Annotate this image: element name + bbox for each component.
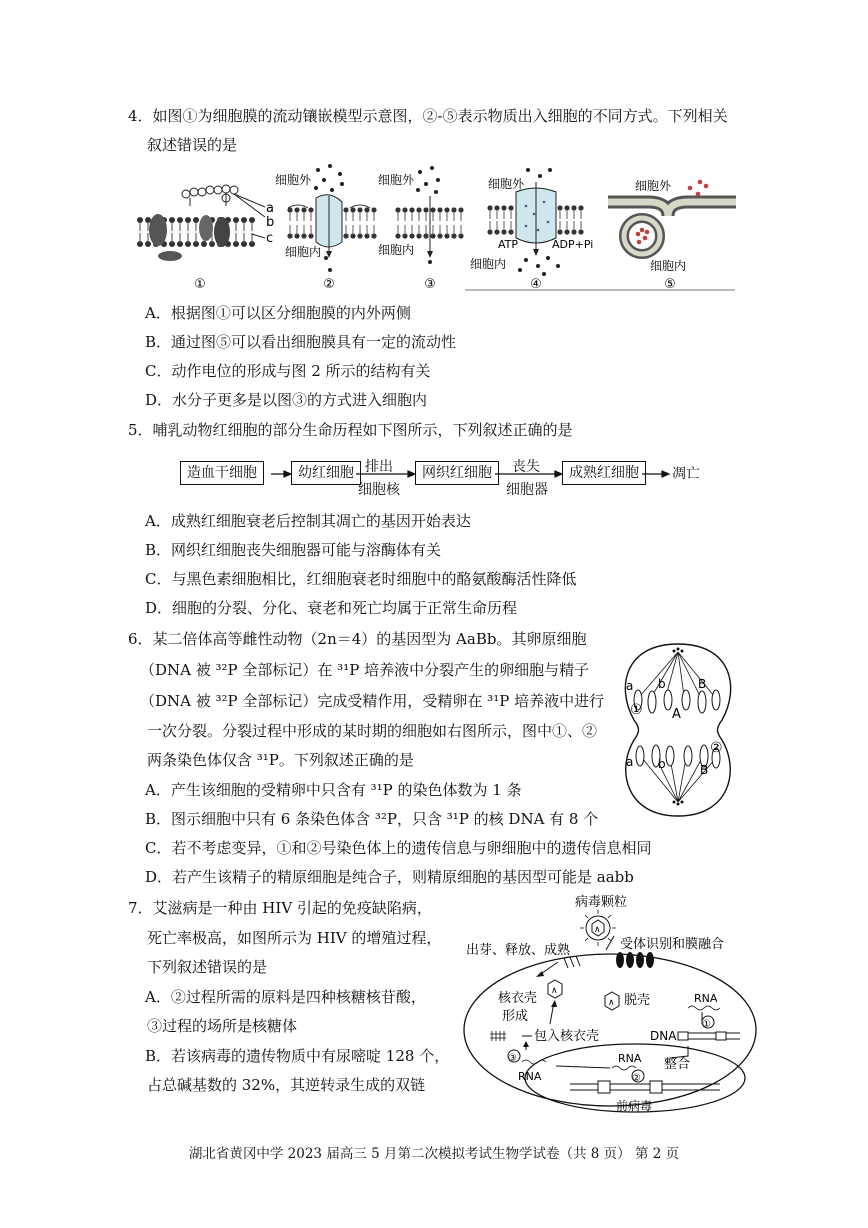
flow-box-hsc: 造血干细胞 bbox=[180, 461, 264, 485]
fusion-label: 受体识别和膜融合 bbox=[620, 937, 725, 952]
virus-core-glyph: ∧ bbox=[594, 925, 601, 935]
gene-a-bottom: a bbox=[626, 755, 634, 769]
gene-b-top: b bbox=[658, 677, 666, 691]
q5-option-b: B．网织红细胞丧失细胞器可能与溶酶体有关 bbox=[145, 541, 442, 559]
flow-step2-top: 丧失 bbox=[512, 459, 540, 475]
q5-option-c: C．与黑色素细胞相比，红细胞衰老时细胞中的酪氨酸酶活性降低 bbox=[145, 570, 577, 588]
p4-outside-label: 细胞外 bbox=[488, 177, 525, 191]
dividing-cell-figure bbox=[612, 638, 744, 820]
page-footer: 湖北省黄冈中学 2023 届高三 5 月第二次模拟考试生物学试卷（共 8 页） 第 2 页 bbox=[188, 1146, 680, 1162]
adp-label: ADP+Pi bbox=[552, 238, 594, 251]
label-c: c bbox=[266, 231, 274, 246]
flow-box-mature-rbc: 成熟红细胞 bbox=[562, 461, 646, 485]
q5-stem: 5．哺乳动物红细胞的部分生命历程如下图所示，下列叙述正确的是 bbox=[128, 421, 573, 439]
step-3-label: ③ bbox=[508, 1053, 517, 1064]
chromosome-1-label: ① bbox=[630, 702, 643, 718]
flow-step2-bottom: 细胞器 bbox=[506, 482, 548, 498]
p3-inside-label: 细胞内 bbox=[378, 243, 415, 257]
panel-label-4: ④ bbox=[530, 277, 542, 292]
q7-stem-line3: 下列叙述错误的是 bbox=[147, 958, 268, 976]
flow-box-erythroblast: 幼红细胞 bbox=[291, 461, 361, 485]
p4-inside-label: 细胞内 bbox=[470, 257, 507, 271]
q4-stem-line2: 叙述错误的是 bbox=[147, 136, 238, 154]
flow-step1-top: 排出 bbox=[365, 459, 393, 475]
q4-stem-line1: 4．如图①为细胞膜的流动镶嵌模型示意图，②-⑤表示物质出入细胞的不同方式。下列相关 bbox=[128, 107, 728, 125]
q5-option-d: D．细胞的分裂、分化、衰老和死亡均属于正常生命历程 bbox=[145, 599, 518, 617]
q7-stem-line2: 死亡率极高，如图所示为 HIV 的增殖过程， bbox=[147, 929, 442, 947]
dna-label: DNA bbox=[650, 1029, 677, 1043]
q7-option-a-line1: A．②过程所需的原料是四种核糖核苷酸， bbox=[145, 988, 426, 1006]
panel-label-5: ⑤ bbox=[664, 277, 676, 292]
step-1-label: ① bbox=[702, 1019, 711, 1030]
gene-A: A bbox=[672, 707, 681, 722]
rna-label-3: RNA bbox=[518, 1070, 542, 1083]
rna-label-2: RNA bbox=[618, 1052, 642, 1065]
q6-option-a: A．产生该细胞的受精卵中只含有 ³¹P 的染色体数为 1 条 bbox=[145, 781, 522, 799]
flow-step1-bottom: 细胞核 bbox=[358, 482, 400, 498]
pack-capsid-label: 包入核衣壳 bbox=[534, 1029, 600, 1044]
q6-option-c: C．若不考虑变异，①和②号染色体上的遗传信息与卵细胞中的遗传信息相同 bbox=[145, 839, 652, 857]
q6-option-d: D．若产生该精子的精原细胞是纯合子，则精原细胞的基因型可能是 aabb bbox=[145, 868, 634, 886]
label-a: a bbox=[266, 201, 274, 216]
rna-label-1: RNA bbox=[694, 992, 718, 1005]
panel-label-2: ② bbox=[323, 277, 335, 292]
panel-label-1: ① bbox=[194, 277, 206, 292]
provirus-label: 前病毒 bbox=[616, 1099, 653, 1113]
q7-option-b-line1: B．若该病毒的遗传物质中有尿嘧啶 128 个， bbox=[145, 1047, 450, 1065]
label-b: b bbox=[266, 215, 275, 230]
p2-inside-label: 细胞内 bbox=[285, 245, 322, 259]
capsid-label-1: 核衣壳 bbox=[498, 991, 538, 1006]
gene-B-bottom: B bbox=[700, 763, 709, 777]
gene-B-top: B bbox=[698, 677, 707, 691]
flow-arrows bbox=[0, 0, 868, 520]
flow-box-reticulocyte: 网织红细胞 bbox=[415, 461, 499, 485]
svg-text:∧: ∧ bbox=[551, 986, 558, 996]
gene-a-top: a bbox=[626, 679, 634, 693]
uncoating-label: 脱壳 bbox=[624, 993, 651, 1008]
q7-option-b-line2: 占总碱基数的 32%，其逆转录生成的双链 bbox=[147, 1076, 426, 1094]
q4-option-b: B．通过图⑤可以看出细胞膜具有一定的流动性 bbox=[145, 333, 457, 351]
budding-label: 出芽、释放、成熟 bbox=[466, 943, 571, 958]
q6-stem-line3: （DNA 被 ³²P 全部标记）完成受精作用，受精卵在 ³¹P 培养液中进行 bbox=[140, 692, 605, 710]
p2-outside-label: 细胞外 bbox=[275, 173, 312, 187]
q7-stem-line1: 7．艾滋病是一种由 HIV 引起的免疫缺陷病， bbox=[128, 899, 432, 917]
q6-option-b: B．图示细胞中只有 6 条染色体含 ³²P，只含 ³¹P 的核 DNA 有 8 个 bbox=[145, 810, 599, 828]
hiv-replication-figure bbox=[460, 890, 760, 1116]
p3-outside-label: 细胞外 bbox=[378, 173, 415, 187]
q6-stem-line4: 一次分裂。分裂过程中形成的某时期的细胞如右图所示，图中①、② bbox=[147, 722, 598, 740]
capsid-label-2: 形成 bbox=[502, 1009, 529, 1024]
p5-outside-label: 细胞外 bbox=[635, 179, 672, 193]
panel-label-3: ③ bbox=[424, 277, 436, 292]
q5-option-a: A．成熟红细胞衰老后控制其凋亡的基因开始表达 bbox=[145, 512, 471, 530]
integration-label: 整合 bbox=[664, 1057, 691, 1072]
q4-option-d: D．水分子更多是以图③的方式进入细胞内 bbox=[145, 391, 428, 409]
gene-b-bottom: b bbox=[658, 757, 666, 771]
atp-label: ATP bbox=[498, 238, 519, 251]
flow-end-apoptosis: 凋亡 bbox=[672, 466, 700, 482]
chromosome-2-label: ② bbox=[710, 740, 723, 756]
step-2-label: ② bbox=[632, 1073, 641, 1084]
q4-option-c: C．动作电位的形成与图 2 所示的结构有关 bbox=[145, 362, 431, 380]
q6-stem-line1: 6．某二倍体高等雌性动物（2n＝4）的基因型为 AaBb。其卵原细胞 bbox=[128, 630, 587, 648]
q7-option-a-line2: ③过程的场所是核糖体 bbox=[147, 1017, 298, 1035]
q6-stem-line2: （DNA 被 ³²P 全部标记）在 ³¹P 培养液中分裂产生的卵细胞与精子 bbox=[140, 661, 590, 679]
p5-inside-label: 细胞内 bbox=[650, 259, 687, 273]
virus-particle-label: 病毒颗粒 bbox=[575, 895, 628, 910]
q6-stem-line5: 两条染色体仅含 ³¹P。下列叙述正确的是 bbox=[147, 751, 414, 769]
svg-text:∧: ∧ bbox=[608, 998, 615, 1008]
q4-option-a: A．根据图①可以区分细胞膜的内外两侧 bbox=[145, 304, 411, 322]
